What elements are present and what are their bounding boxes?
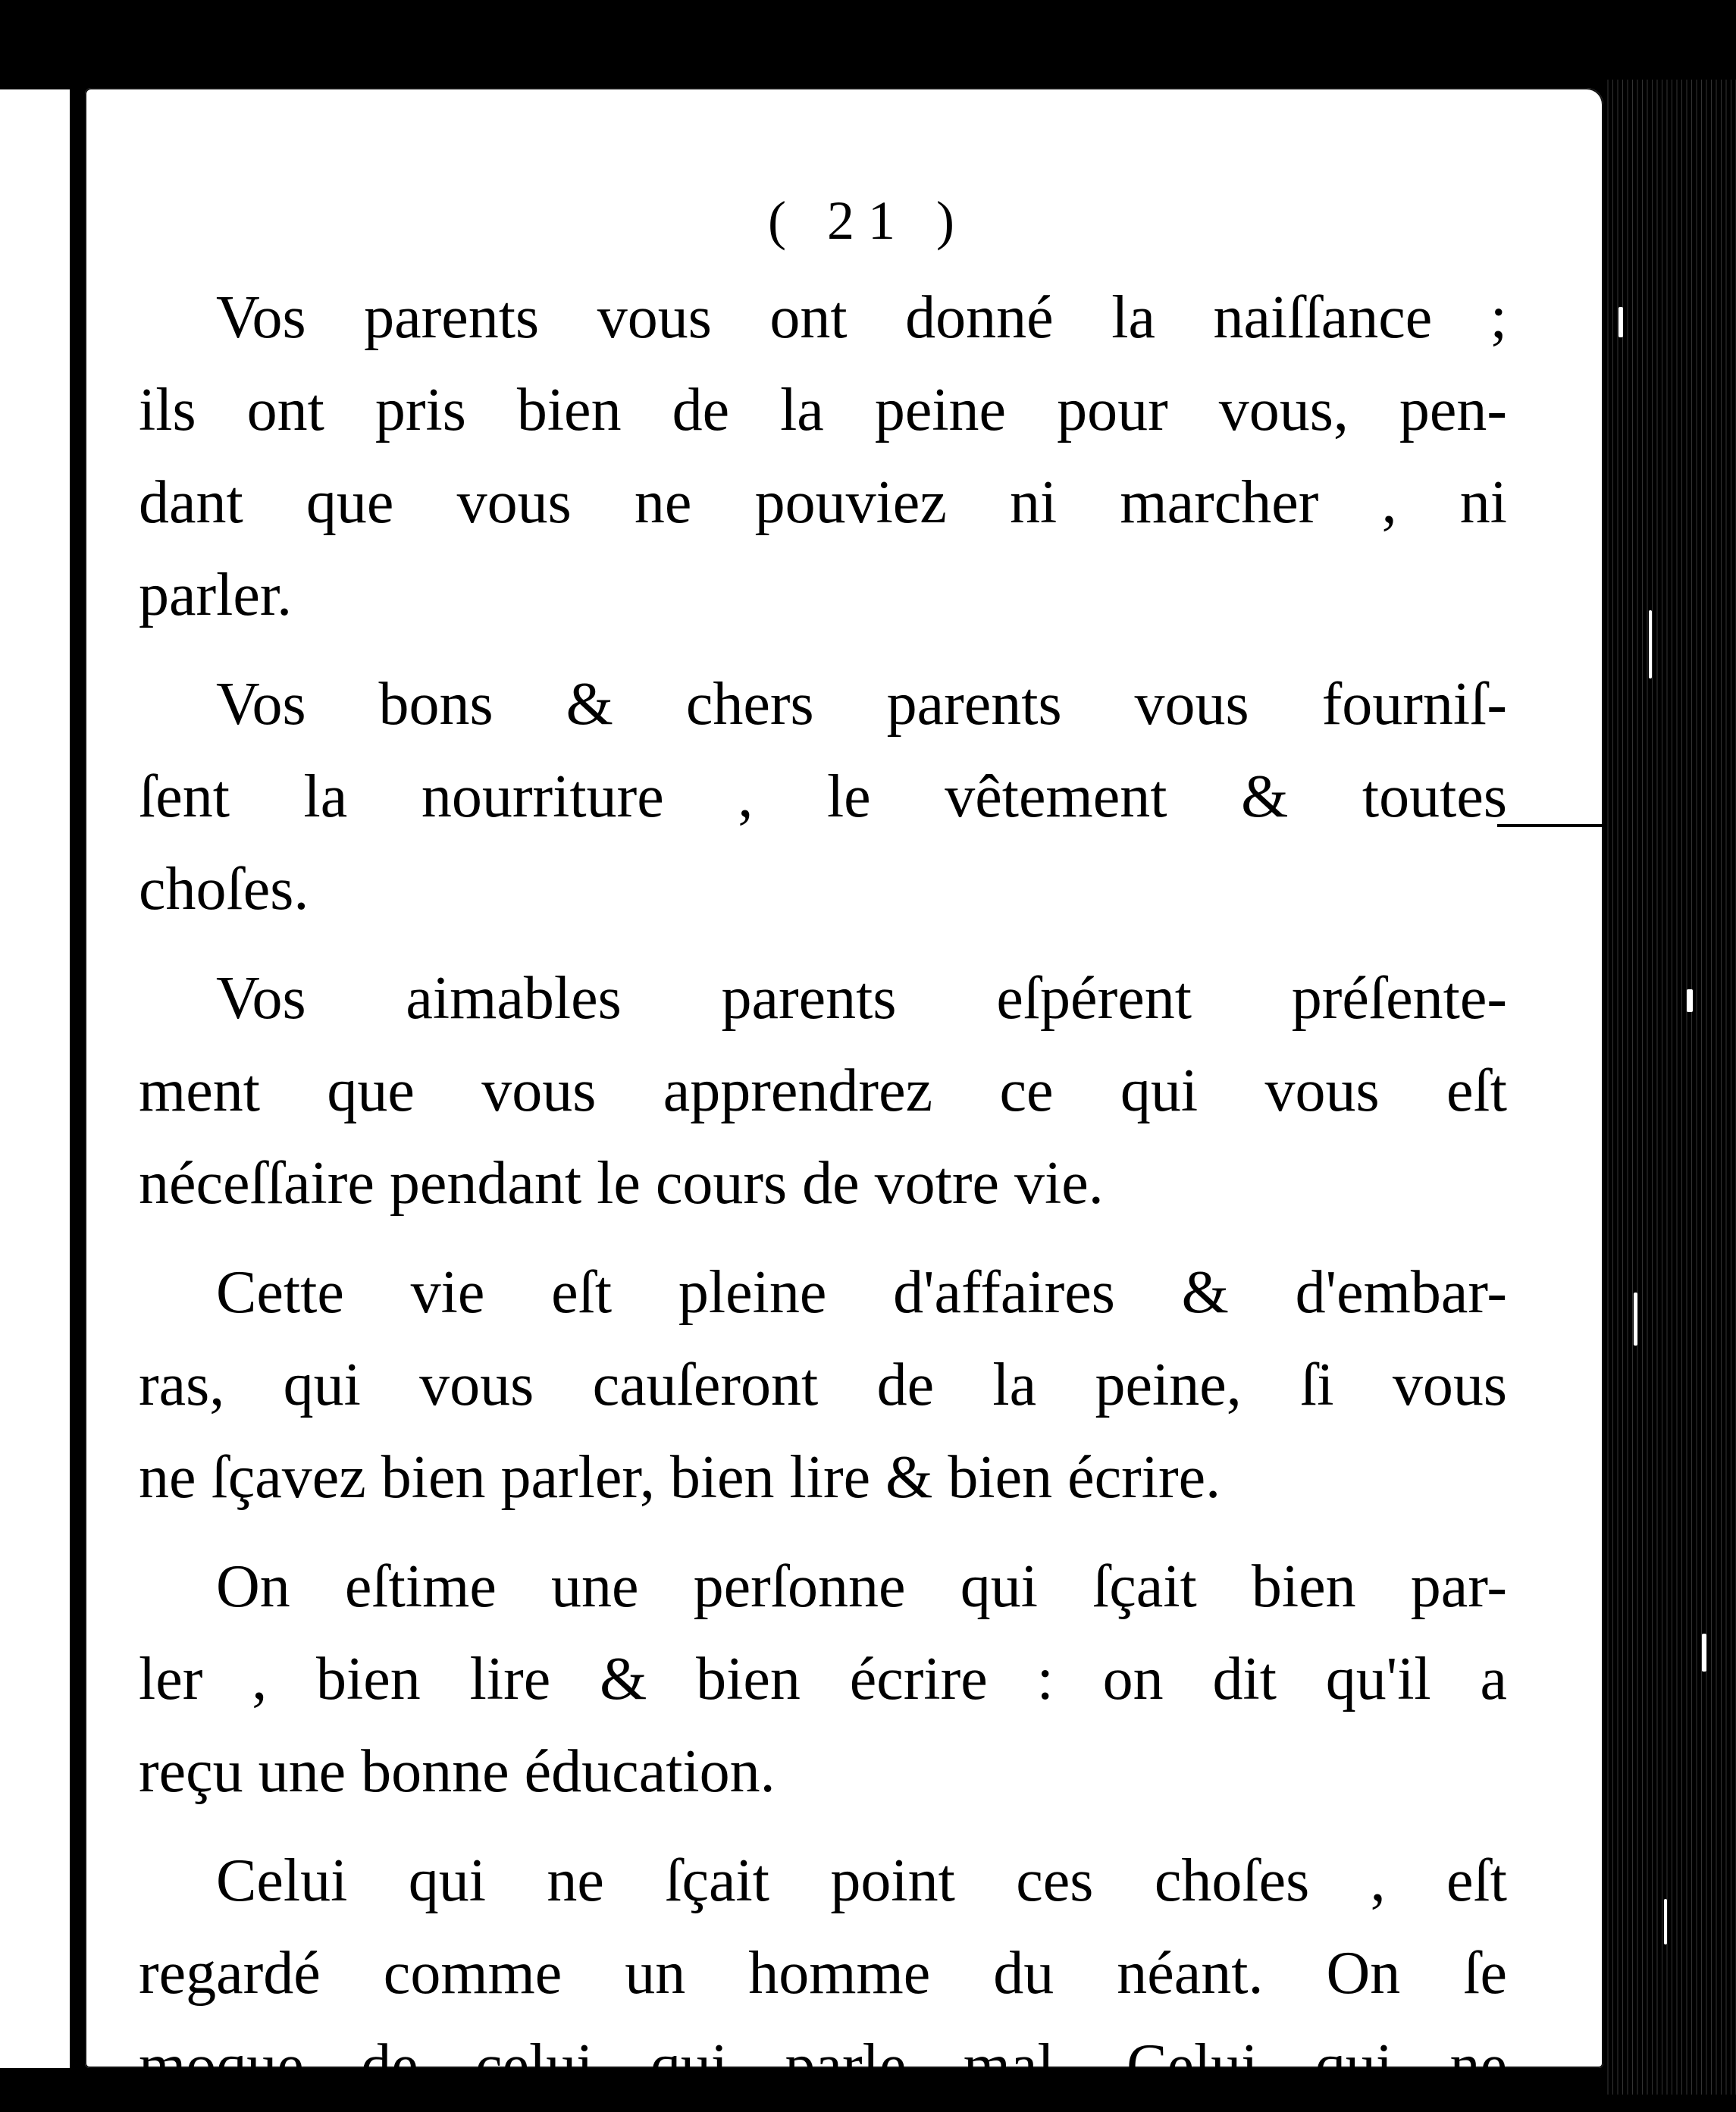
text-line: dant que vous ne pouviez ni marcher , ni xyxy=(139,469,1507,536)
text-line: Celui qui ne ſçait point ces choſes , eſt xyxy=(216,1847,1507,1914)
stray-rule-mark xyxy=(1497,824,1603,827)
text-line: On eſtime une perſonne qui ſçait bien par- xyxy=(216,1553,1507,1620)
text-line: Vos aimables parents eſpérent préſente- xyxy=(216,965,1507,1032)
paragraph xyxy=(139,1540,1507,1818)
paragraph xyxy=(139,952,1507,1230)
text-line: ſent la nourriture , le vêtement & toutes xyxy=(139,763,1507,830)
facing-page-edge xyxy=(0,89,72,2068)
paragraph xyxy=(139,658,1507,935)
text-line: ler , bien lire & bien écrire : on dit qu'il a xyxy=(139,1646,1507,1712)
text-line: néceſſaire pendant le cours de votre vie. xyxy=(139,1150,1104,1217)
page-text xyxy=(139,271,1507,2112)
page-number: ( 21 ) xyxy=(768,190,968,251)
text-line: ras, qui vous cauſeront de la peine, ſi vous xyxy=(139,1352,1507,1418)
text-line: Cette vie eſt pleine d'affaires & d'embar- xyxy=(216,1259,1507,1326)
text-line: Vos parents vous ont donné la naiſſance ; xyxy=(216,284,1507,351)
paragraph xyxy=(139,271,1507,641)
text-line: ne ſçavez bien parler, bien lire & bien écrire. xyxy=(139,1444,1221,1511)
text-line: ment que vous apprendrez ce qui vous eſt xyxy=(139,1058,1507,1124)
text-line: reçu une bonne éducation. xyxy=(139,1738,776,1805)
text-line: parler. xyxy=(139,562,293,628)
paragraph xyxy=(139,1246,1507,1524)
text-line: Vos bons & chers parents vous fourniſ- xyxy=(216,671,1507,738)
text-line: ils ont pris bien de la peine pour vous, pen- xyxy=(139,377,1507,443)
text-line: choſes. xyxy=(139,856,309,923)
text-line: regardé comme un homme du néant. On ſe xyxy=(139,1940,1507,2007)
text-line: moque de celui qui parle mal. Celui qui ne xyxy=(139,2032,1507,2099)
book-binding-gutter xyxy=(1603,80,1736,2095)
paragraph xyxy=(139,1835,1507,2112)
